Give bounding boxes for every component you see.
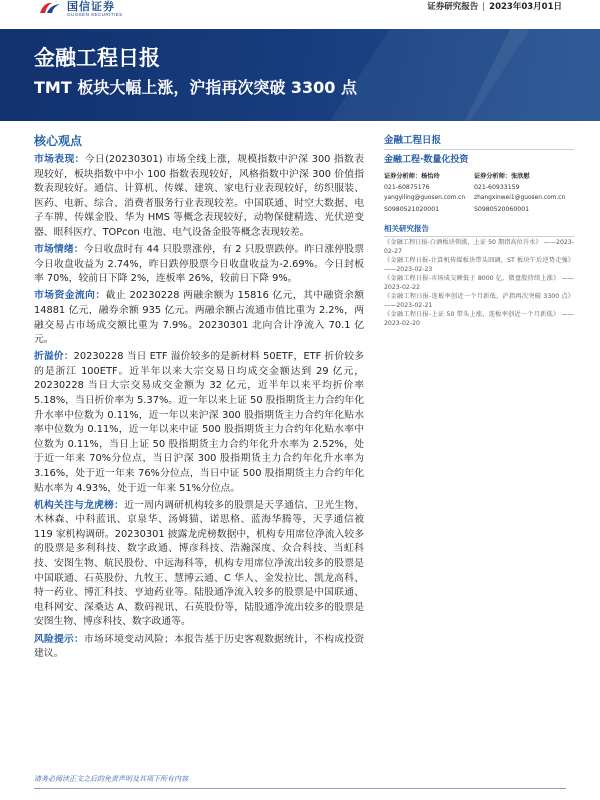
related-reports-list [384, 239, 574, 329]
analyst-card [384, 171, 474, 215]
title-banner [0, 29, 600, 121]
report-category: 金融工程·数量化投资 [384, 155, 469, 165]
analyst-title [384, 171, 474, 182]
paragraph-label: 市场情绪： [34, 244, 84, 256]
guosen-logo [38, 1, 123, 17]
analyst-phone: 021-60933159 [474, 184, 520, 191]
analyst-label: 证券分析师： [474, 173, 512, 180]
core-views-body [34, 153, 364, 664]
report-subtitle: TMT 板块大幅上涨，沪指再次突破 3300 点 [34, 78, 357, 97]
analyst-name: 张欣慰 [511, 173, 530, 180]
report-meta [427, 2, 562, 13]
sidebar [384, 134, 574, 329]
paragraph-label: 折溢价： [34, 351, 74, 363]
report-type: 证券研究报告 [427, 2, 479, 12]
guosen-logo-icon [38, 1, 62, 15]
report-title: 金融工程日报 [34, 46, 160, 70]
paragraph-text: 20230228 当日 ETF 溢价较多的是新材料 50ETF，ETF 折价较多的是浙江 100ETF。近半年以来大宗交易日均成交金额达到 29 亿元，20230228 当日大宗交易成交金额为 32 亿元，近半年以来平均折价率 5.18%，当日折价率为 5.37%。近一年以来上证 50 股指期货主力合约年化升水率中位数为 0.11%，近一年以来沪深 300 股指期货主力合约年化贴水率中位数为 0.11%，近一年以来中证 500 股指期货主力合约年化贴水率中位数为 0.11%，当日上证 50 股指期货主力合约年化升水率为 2.52%，处于近一年来 70%分位点，当日沪深 300 股指期货主力合约年化升水率为 3.16%，处于近一年来 76%分位点，当日中证 500 股指期货主力合约年化贴水率为 4.93%，处于近一年来 51%分位点。 [34, 351, 364, 494]
analyst-card [474, 171, 574, 215]
paragraph-premium-discount [34, 350, 364, 496]
analyst-cert: S0980520060001 [474, 206, 530, 213]
paragraph-market-performance [34, 153, 364, 241]
paragraph-label: 风险提示： [34, 633, 85, 645]
report-date: 2023年03月01日 [489, 2, 562, 12]
paragraph-label: 市场资金流向： [34, 290, 106, 302]
core-views-heading: 核心观点 [34, 134, 83, 148]
paragraph-label: 机构关注与龙虎榜： [34, 499, 125, 511]
analyst-email: yangyiling@guosen.com.cn [384, 195, 466, 201]
related-reports-heading: 相关研究报告 [384, 224, 574, 237]
analyst-email: zhangxinwei1@guosen.com.cn [474, 195, 566, 201]
analyst-cert: S0980521020001 [384, 206, 440, 213]
footer-disclaimer: 请务必阅读正文之后的免责声明及其项下所有内容 [34, 775, 188, 783]
paragraph-fund-flow [34, 289, 364, 347]
logo-name-en: GUOSEN SECURITIES [67, 12, 123, 17]
analyst-label: 证券分析师： [384, 173, 422, 180]
related-report-item: 《金融工程日报-计算机传媒板块带头回调，ST 板块午后逆势走强》 ——2023-02-23 [384, 257, 574, 273]
analyst-name: 杨怡玲 [421, 173, 440, 180]
analyst-block [384, 171, 574, 215]
paragraph-market-sentiment [34, 243, 364, 287]
paragraph-text: 今日收盘时有 44 只股票涨停，有 2 只股票跌停。昨日涨停股票今日收盘收益为 2.74%，昨日跌停股票今日收盘收益为-2.69%。今日封板率 70%，较前日下降 2%，连板率 26%，较前日下降 9%。 [34, 244, 365, 285]
paragraph-text: 市场环境变动风险；本报告基于历史客观数据统计，不构成投资建议。 [34, 633, 365, 660]
related-report-item: 《金融工程日报-上证 50 带头上涨，连板率创近一个月新低》 ——2023-02-20 [384, 311, 574, 328]
paragraph-risk-warning [34, 633, 364, 662]
analyst-title [474, 171, 574, 182]
logo-name-cn: 国信证券 [67, 0, 115, 13]
logo-wordmark [67, 1, 123, 17]
meta-separator: | [482, 2, 486, 12]
paragraph-text: 今日(20230301) 市场全线上涨，规模指数中沪深 300 指数表现较好，板块指数中中小 100 指数表现较好，风格指数中沪深 300 价值指数表现较好。通信、计算机、传媒、建筑、家电行业表现较好，纺织服装、医药、电新、综合、消费者服务行业表现较差。中国联通、时空大数据、电子车牌、传媒金股、华为 HMS 等概念表现较好，动物保健精选、光伏逆变器、眼科医疗、TOPcon 电池、电气设备金股等概念表现较差。 [34, 154, 364, 238]
paragraph-institutions-dragon-tiger [34, 499, 364, 630]
paragraph-text: 近一周内调研机构较多的股票是天孚通信、卫光生物、木林森、中科蓝讯、京泉华、汤姆猫、诺思格、蓝海华腾等，天孚通信被 119 家机构调研。20230301 披露龙虎榜数据中，机构专用席位净流入较多的股票是多利科技、数字政通、博彦科技、浩瀚深度、众合科技、当虹科技、安图生物、航民股份、中远海科等，机构专用席位净流出较多的股票是中国联通、石英股份、九牧王、慧博云通、C 华人、金发拉比、凯龙高科、特一药业、博汇科技、亨迪药业等。陆股通净流入较多的股票是中国联通、电科网安、深桑达 A、数码视讯、石英股份等，陆股通净流出较多的股票是安图生物、博彦科技、数字政通等。 [34, 499, 365, 628]
paragraph-text: 截止 20230228 两融余额为 15816 亿元，其中融资余额 14881 亿元，融券余额 935 亿元。两融余额占流通市值比重为 2.2%，两融交易占市场成交额比重为 7.9%。20230301 北向合计净流入 70.1 亿元。 [34, 290, 364, 346]
related-report-item: 《金融工程日报-连板率创近一个月新低，沪指再次突破 3300 点》 ——2023-02-21 [384, 293, 574, 310]
related-report-item: 《金融工程日报-市场成交额低于 8000 亿，微盘股持续上涨》 ——2023-02-22 [384, 275, 574, 291]
related-report-item: 《金融工程日报-白酒板块领涨，上证 50 期指高位升水》 ——2023-02-27 [384, 239, 574, 255]
analyst-phone: 021-60875176 [384, 184, 430, 191]
report-series: 金融工程日报 [384, 134, 574, 150]
paragraph-label: 市场表现： [34, 154, 85, 165]
page-footer [34, 766, 566, 789]
